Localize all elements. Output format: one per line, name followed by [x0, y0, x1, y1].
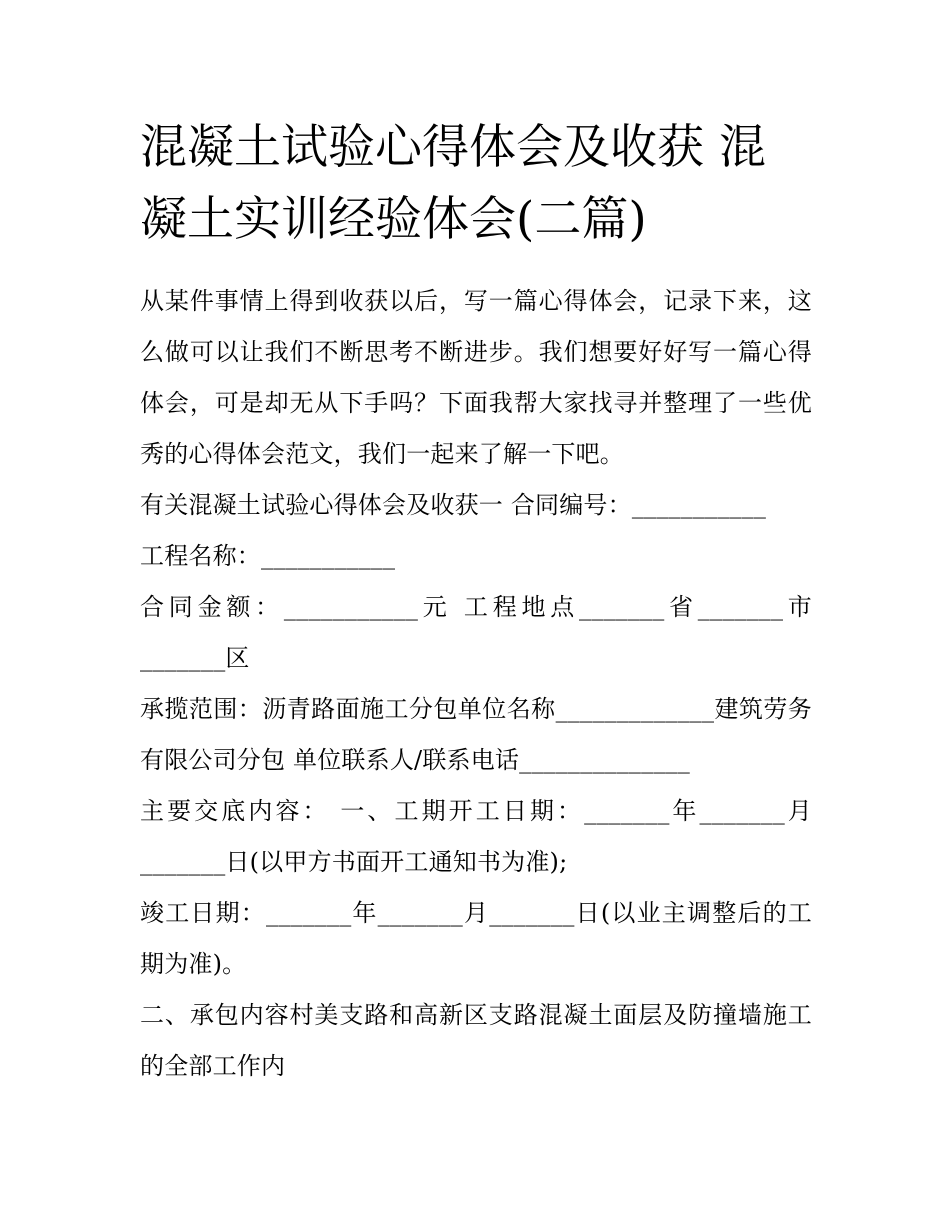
- document-title: 混凝土试验心得体会及收获 混凝土实训经验体会(二篇): [140, 120, 766, 247]
- intro-paragraph: 从某件事情上得到收获以后，写一篇心得体会，记录下来，这么做可以让我们不断思考不断进步。我们想要好好写一篇心得体会，可是却无从下手吗？下面我帮大家找寻并整理了一些优秀的心得体会范文，我们一起来了解一下吧。: [140, 287, 812, 468]
- contract-amount-line: 合同金额：___________元 工程地点_______省_______市_______区: [140, 593, 812, 672]
- contract-content-line: 二、承包内容村美支路和高新区支路混凝土面层及防撞墙施工的全部工作内: [140, 1001, 812, 1080]
- project-name-line: 工程名称：___________: [140, 542, 396, 570]
- contract-number-line: 有关混凝土试验心得体会及收获一 合同编号：___________: [140, 491, 767, 519]
- document-page: [140, 112, 812, 1092]
- start-date-line: 主要交底内容： 一、工期开工日期：_______年_______月_______日(以甲方书面开工通知书为准);: [140, 797, 812, 876]
- completion-date-line: 竣工日期：_______年_______月_______日(以业主调整后的工期为准)。: [140, 899, 812, 978]
- scope-line: 承揽范围：沥青路面施工分包单位名称_____________建筑劳务有限公司分包 单位联系人/联系电话______________: [140, 695, 812, 774]
